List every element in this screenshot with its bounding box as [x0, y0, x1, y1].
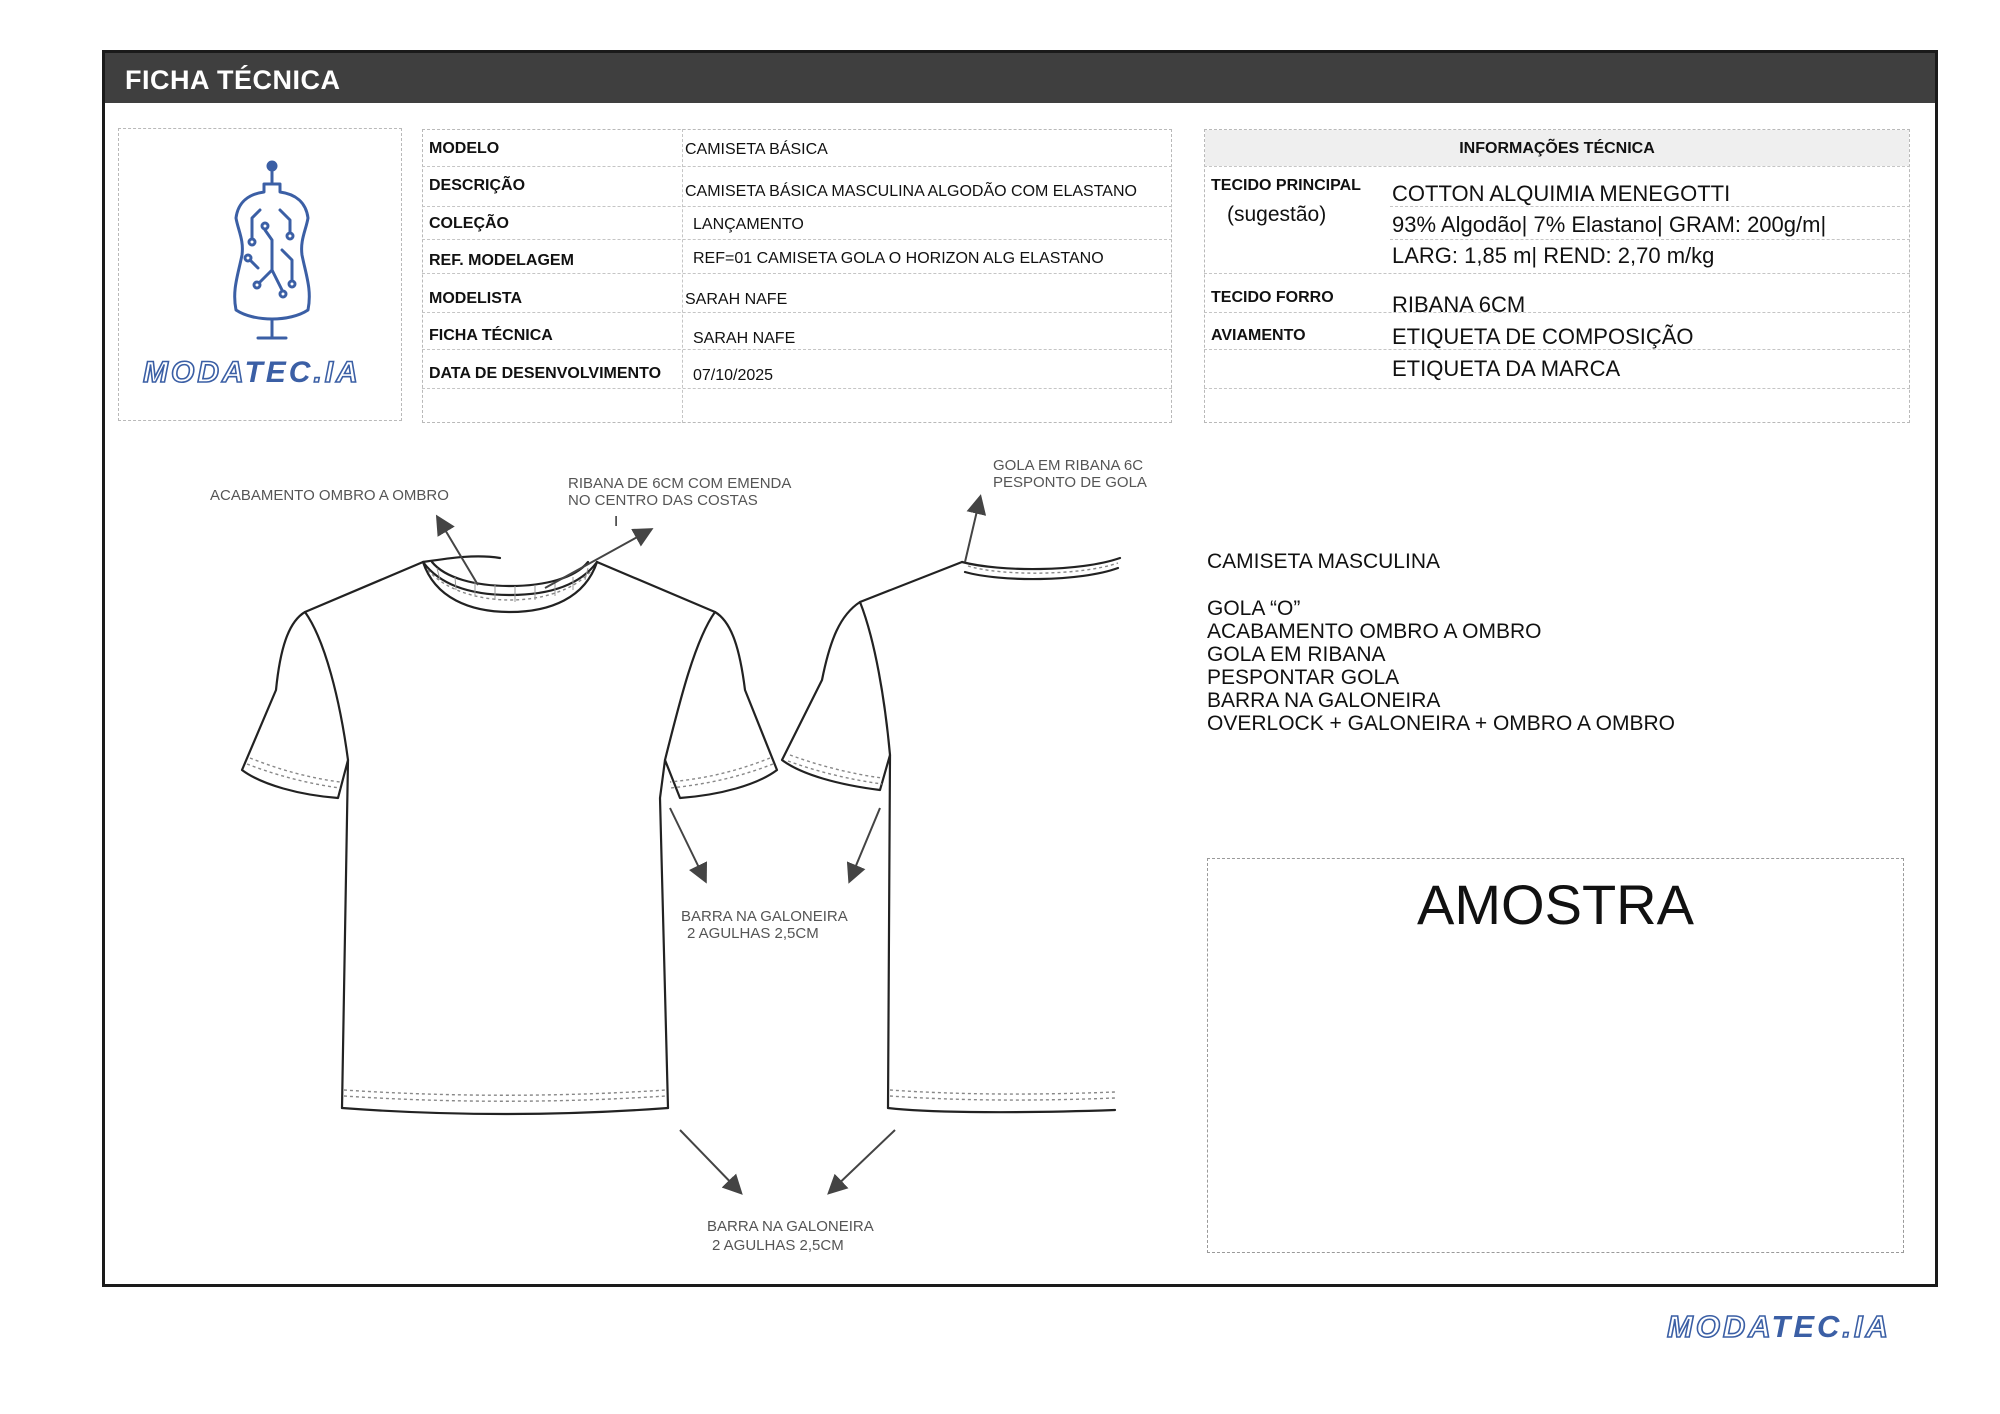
description-item: OVERLOCK + GALONEIRA + OMBRO A OMBRO	[1207, 712, 1675, 735]
annotation-collar-line-1: GOLA EM RIBANA 6C	[993, 457, 1144, 474]
value-colecao: LANÇAMENTO	[693, 216, 804, 233]
main-fabric-name: COTTON ALQUIMIA MENEGOTTI	[1392, 181, 1731, 206]
annotation-collar-line-2: PESPONTO DE GOLA	[993, 474, 1147, 491]
label-modelista: MODELISTA	[429, 290, 523, 307]
annotation-rib-line-2: NO CENTRO DAS COSTAS	[568, 492, 758, 509]
lining-value: RIBANA 6CM	[1392, 292, 1526, 317]
annotation-sleeve-hem-line-1: BARRA NA GALONEIRA	[681, 908, 848, 925]
annotation-shoulder: ACABAMENTO OMBRO A OMBRO	[210, 487, 449, 504]
mannequin-circuit-icon	[220, 160, 320, 345]
value-ficha-tecnica: SARAH NAFE	[693, 330, 796, 347]
description-item: GOLA EM RIBANA	[1207, 643, 1386, 666]
description-item: BARRA NA GALONEIRA	[1207, 689, 1441, 712]
annotation-sleeve-hem-line-2: 2 AGULHAS 2,5CM	[687, 925, 819, 942]
label-tecido-forro: TECIDO FORRO	[1211, 289, 1334, 306]
value-modelo: CAMISETA BÁSICA	[685, 141, 828, 158]
label-sugestao: (sugestão)	[1227, 203, 1327, 226]
description-item: PESPONTAR GOLA	[1207, 666, 1400, 689]
annotation-body-hem-line-1: BARRA NA GALONEIRA	[707, 1218, 874, 1235]
label-colecao: COLEÇÃO	[429, 215, 509, 232]
label-ficha-tecnica: FICHA TÉCNICA	[429, 327, 553, 344]
sample-title: AMOSTRA	[1417, 873, 1694, 936]
tshirt-technical-drawing	[200, 440, 1180, 1260]
annotation-body-hem-line-2: 2 AGULHAS 2,5CM	[712, 1237, 844, 1254]
label-data-desenvolvimento: DATA DE DESENVOLVIMENTO	[429, 365, 662, 382]
page-title: FICHA TÉCNICA	[125, 65, 341, 95]
label-tecido-principal: TECIDO PRINCIPAL	[1211, 177, 1361, 194]
label-modelo: MODELO	[429, 140, 500, 157]
brand-logo: MODATEC.IA	[143, 356, 361, 389]
description-item: ACABAMENTO OMBRO A OMBRO	[1207, 620, 1542, 643]
tech-info-title: INFORMAÇÕES TÉCNICA	[1459, 140, 1655, 157]
header-bar	[105, 53, 1935, 103]
label-ref-modelagem: REF. MODELAGEM	[429, 252, 574, 269]
label-descricao: DESCRIÇÃO	[429, 177, 526, 194]
footer-brand-logo: MODATEC.IA	[1667, 1309, 1892, 1344]
main-fabric-composition: 93% Algodão| 7% Elastano| GRAM: 200g/m|	[1392, 212, 1827, 237]
trim-composition-label: ETIQUETA DE COMPOSIÇÃO	[1392, 324, 1694, 349]
value-descricao: CAMISETA BÁSICA MASCULINA ALGODÃO COM ELASTANO	[685, 183, 1137, 200]
label-aviamento: AVIAMENTO	[1211, 327, 1306, 344]
value-data-desenvolvimento: 07/10/2025	[693, 367, 774, 384]
main-fabric-width-yield: LARG: 1,85 m| REND: 2,70 m/kg	[1392, 243, 1715, 268]
value-ref-modelagem: REF=01 CAMISETA GOLA O HORIZON ALG ELASTANO	[693, 250, 1104, 267]
annotation-rib-line-1: RIBANA DE 6CM COM EMENDA	[568, 475, 792, 492]
product-description	[1207, 550, 1675, 735]
annotation-rib-mark: I	[614, 513, 619, 530]
trim-brand-label: ETIQUETA DA MARCA	[1392, 356, 1621, 381]
description-item: GOLA “O”	[1207, 597, 1301, 620]
description-title: CAMISETA MASCULINA	[1207, 550, 1440, 573]
value-modelista: SARAH NAFE	[685, 291, 788, 308]
